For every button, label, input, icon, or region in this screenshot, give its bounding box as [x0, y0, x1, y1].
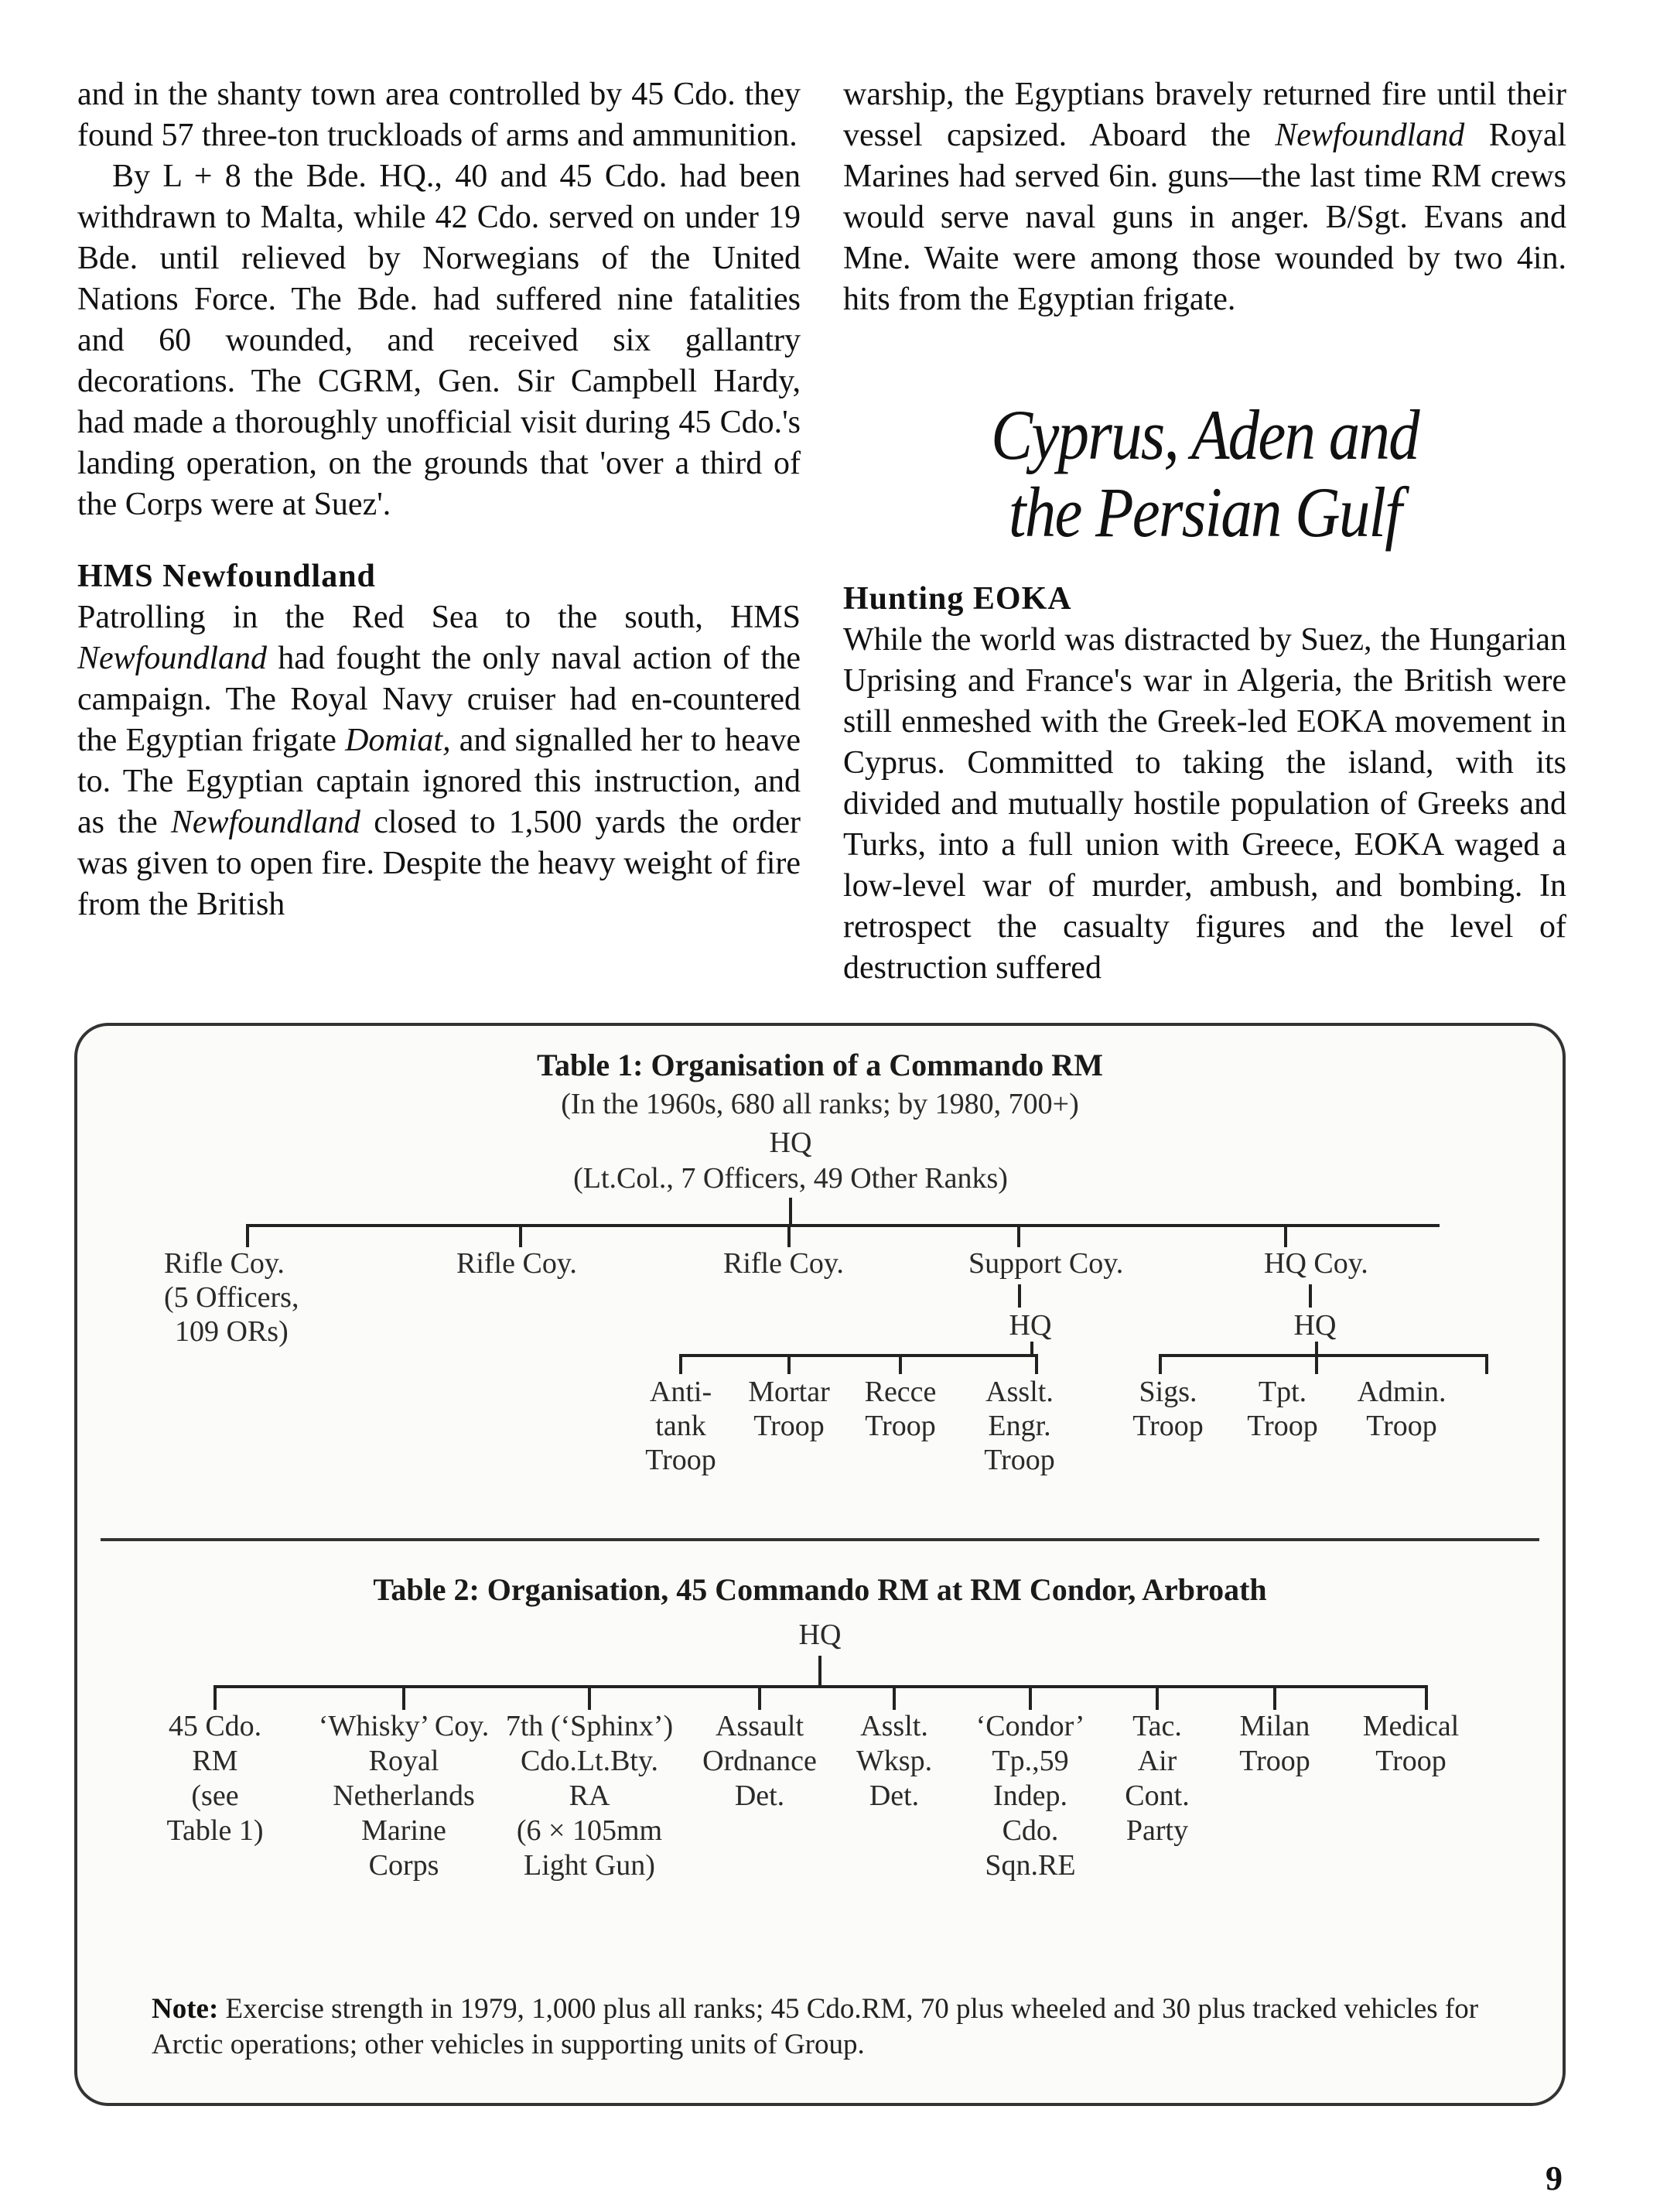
connector-line	[1029, 1685, 1032, 1710]
unit-label: Cdo.Lt.Bty.	[520, 1745, 659, 1777]
troop-label: Troop	[753, 1410, 825, 1442]
unit-label: 45 Cdo.	[168, 1710, 262, 1742]
company-support: Support Coy.	[968, 1247, 1124, 1280]
connector-line	[1309, 1284, 1312, 1308]
connector-line	[789, 1198, 792, 1226]
connector-line	[1273, 1685, 1276, 1710]
troop-label: Troop	[1247, 1410, 1318, 1442]
unit-label: Royal	[368, 1745, 439, 1777]
unit-label: ‘Whisky’ Coy.	[318, 1710, 490, 1742]
connector-line	[1018, 1284, 1021, 1308]
unit-label: Det.	[734, 1780, 785, 1812]
unit-label: Air	[1137, 1745, 1177, 1777]
troop-label: Troop	[1132, 1410, 1204, 1442]
troop-label: Troop	[865, 1410, 936, 1442]
unit-label: Tac.	[1132, 1710, 1182, 1742]
connector-line	[893, 1685, 896, 1710]
unit-label: Cdo.	[1002, 1814, 1059, 1847]
troop-label: Troop	[1366, 1410, 1437, 1442]
unit-label: Netherlands	[333, 1780, 475, 1812]
unit-label: ‘Condor’	[975, 1710, 1085, 1742]
connector-line	[787, 1224, 791, 1247]
troop-label: Troop	[645, 1444, 716, 1476]
unit-label: 7th (‘Sphinx’)	[505, 1710, 674, 1742]
connector-line	[679, 1354, 1038, 1357]
troop-label: Asslt.	[985, 1376, 1054, 1408]
table-divider	[101, 1538, 1539, 1541]
subheading-hms-newfoundland: HMS Newfoundland	[77, 559, 376, 594]
connector-line	[402, 1685, 405, 1710]
troop-label: Recce	[864, 1376, 937, 1408]
unit-label: Tp.,59	[992, 1745, 1069, 1777]
paragraph: While the world was distracted by Suez, the Hungarian Uprising and France's war in Algeria, the British were still enmeshed with the Greek-led EOKA movement in Cyprus. Committed to taking the island, with its divided and mutually hostile population of Greeks and Turks, into a full union with Greece, EOKA waged a low-level war of murder, ambush, and bombing. In retrospect the casualty figures and the level of destruction suffered	[843, 622, 1566, 986]
unit-label: (6 × 105mm	[516, 1814, 663, 1847]
connector-line	[758, 1685, 761, 1710]
connector-line	[787, 1354, 791, 1374]
company-hq: HQ Coy.	[1264, 1247, 1368, 1280]
unit-label: Table 1)	[166, 1814, 264, 1847]
company-rifle-2: Rifle Coy.	[456, 1247, 577, 1280]
paragraph: warship, the Egyptians bravely returned fire until their vessel capsized. Aboard the Newfoundland Royal Marines had served 6in. guns—the last time RM crews would serve naval guns in anger. B/Sgt. Evans and Mne. Waite were among those wounded by two 4in. hits from the Egyptian frigate.	[843, 77, 1567, 317]
company-rifle-1: Rifle Coy.	[164, 1247, 285, 1280]
connector-line	[1485, 1354, 1488, 1374]
support-hq: HQ	[1009, 1309, 1052, 1342]
connector-line	[1030, 1342, 1033, 1356]
unit-label: Det.	[869, 1780, 920, 1812]
table1-title: Table 1: Organisation of a Commando RM	[537, 1048, 1103, 1082]
subheading-hunting-eoka: Hunting EOKA	[843, 581, 1072, 617]
connector-line	[213, 1685, 1428, 1688]
table-note: Note: Exercise strength in 1979, 1,000 plus all ranks; 45 Cdo.RM, 70 plus wheeled and 30 plus tracked vehicles for Arctic operations; other vehicles in supporting units of Group.	[152, 1993, 1479, 2060]
table1-subtitle: (In the 1960s, 680 all ranks; by 1980, 700+)	[561, 1088, 1079, 1120]
unit-label: RA	[569, 1780, 610, 1812]
unit-label: Party	[1125, 1814, 1189, 1847]
hqcoy-hq: HQ	[1293, 1309, 1337, 1342]
unit-label: Troop	[1239, 1745, 1310, 1777]
troop-label: Tpt.	[1258, 1376, 1307, 1408]
troop-label: tank	[655, 1410, 706, 1442]
unit-label: Light Gun)	[524, 1849, 655, 1882]
unit-label: Medical	[1362, 1710, 1460, 1742]
right-column	[843, 74, 1566, 989]
rifle-detail: (5 Officers,	[164, 1281, 299, 1314]
connector-line	[1284, 1224, 1287, 1247]
troop-label: Mortar	[748, 1376, 830, 1408]
table2-hq: HQ	[798, 1619, 842, 1651]
connector-line	[1315, 1354, 1318, 1374]
table2-title: Table 2: Organisation, 45 Commando RM at RM Condor, Arbroath	[373, 1572, 1267, 1607]
organisation-tables-box	[74, 1023, 1566, 2106]
left-column	[77, 74, 801, 925]
connector-line	[1425, 1685, 1428, 1710]
troop-label: Anti-	[649, 1376, 712, 1408]
unit-label: Ordnance	[702, 1745, 817, 1777]
unit-label: Indep.	[992, 1780, 1068, 1812]
paragraph: and in the shanty town area controlled by 45 Cdo. they found 57 three-ton truckloads of arms and ammunition.	[77, 77, 801, 153]
connector-line	[246, 1224, 249, 1247]
unit-label: Sqn.RE	[985, 1849, 1076, 1882]
connector-line	[899, 1354, 902, 1374]
unit-label: (see	[191, 1780, 239, 1812]
connector-line	[213, 1685, 217, 1710]
connector-line	[1035, 1354, 1038, 1374]
table1-hq: HQ	[769, 1127, 812, 1159]
section-title: Cyprus, Aden and the Persian Gulf	[991, 395, 1419, 552]
connector-line	[818, 1656, 821, 1687]
connector-line	[1159, 1354, 1488, 1357]
unit-label: Milan	[1239, 1710, 1310, 1742]
company-rifle-3: Rifle Coy.	[723, 1247, 844, 1280]
unit-label: Corps	[368, 1849, 439, 1882]
connector-line	[588, 1685, 591, 1710]
connector-line	[519, 1224, 522, 1247]
troop-label: Admin.	[1357, 1376, 1447, 1408]
troop-label: Troop	[984, 1444, 1055, 1476]
connector-line	[1017, 1224, 1020, 1247]
unit-label: Cont.	[1125, 1780, 1190, 1812]
unit-label: Asslt.	[860, 1710, 928, 1742]
connector-line	[1156, 1685, 1159, 1710]
connector-line	[679, 1354, 682, 1374]
troop-label: Engr.	[988, 1410, 1051, 1442]
paragraph: Patrolling in the Red Sea to the south, HMS Newfoundland had fought the only naval action of the campaign. The Royal Navy cruiser had en-countered the Egyptian frigate Domiat, and signalled her to heave to. The Egyptian captain ignored this instruction, and as the Newfoundland closed to 1,500 yards the order was given to open fire. Despite the heavy weight of fire from the British	[77, 600, 801, 922]
unit-label: Marine	[361, 1814, 446, 1847]
connector-line	[246, 1224, 1440, 1227]
paragraph: By L + 8 the Bde. HQ., 40 and 45 Cdo. had been withdrawn to Malta, while 42 Cdo. served on under 19 Bde. until relieved by Norwegians of the United Nations Force. The Bde. had suffered nine fatalities and 60 wounded, and received six gallantry decorations. The CGRM, Gen. Sir Campbell Hardy, had made a thoroughly unofficial visit during 45 Cdo.'s landing operation, on the grounds that 'over a third of the Corps were at Suez'.	[77, 159, 801, 522]
table1-hq-detail: (Lt.Col., 7 Officers, 49 Other Ranks)	[573, 1162, 1008, 1195]
page-number: 9	[1546, 2159, 1563, 2197]
connector-line	[1159, 1354, 1162, 1374]
rifle-detail: 109 ORs)	[175, 1315, 289, 1348]
unit-label: Assault	[716, 1710, 804, 1742]
unit-label: Troop	[1375, 1745, 1447, 1777]
unit-label: Wksp.	[856, 1745, 933, 1777]
unit-label: RM	[192, 1745, 238, 1777]
troop-label: Sigs.	[1139, 1376, 1197, 1408]
